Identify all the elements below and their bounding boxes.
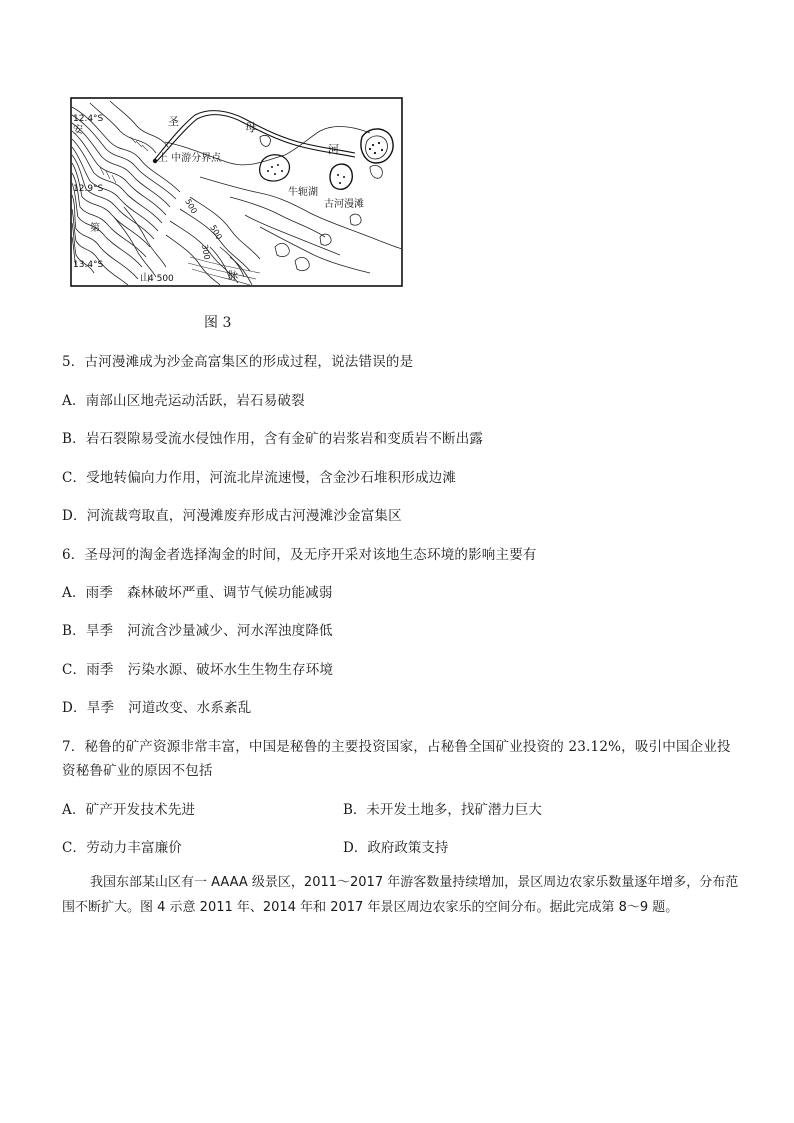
q6-option-a-season: A．雨季 bbox=[62, 585, 114, 601]
ancient-floodplain-label: 古河漫滩 bbox=[324, 199, 364, 210]
q5-stem: 5．古河漫滩成为沙金高富集区的形成过程，说法错误的是 bbox=[62, 354, 414, 370]
q6-option-d bbox=[62, 696, 251, 716]
shan-label: 山 bbox=[140, 273, 150, 284]
lat-13-4-label: 13.4°S bbox=[73, 260, 104, 270]
q6-option-d-season: D．旱季 bbox=[62, 700, 115, 716]
q7-stem-line2: 资秘鲁矿业的原因不包括 bbox=[62, 763, 213, 779]
q6-stem: 6．圣母河的淘金者选择淘金的时间，及无序开采对该地生态环境的影响主要有 bbox=[62, 547, 537, 563]
an-label: 安 bbox=[73, 125, 83, 136]
q6-option-a-effect: 森林破坏严重、调节气候功能减弱 bbox=[127, 585, 333, 601]
q6-option-c bbox=[62, 658, 333, 678]
q6-option-b-effect: 河流含沙量减少、河水浑浊度降低 bbox=[127, 623, 333, 639]
q6-option-b bbox=[62, 619, 333, 639]
q5-option-c: C．受地转偏向力作用，河流北岸流速慢，含金沙石堆积形成边滩 bbox=[62, 470, 457, 486]
contour-500-label-a: 500 bbox=[183, 197, 199, 216]
q8-9-intro-paragraph bbox=[62, 870, 742, 920]
boundary-point-marker bbox=[153, 159, 157, 163]
q8-9-intro-text: 我国东部某山区有一 AAAA 级景区，2011～2017 年游客数量持续增加，景区周边农家乐数量逐年增多，分布范围不断扩大。图 4 示意 2011 年、2014 年和 2017 年景区周边农家乐的空间分布。据此完成第 8～9 题。 bbox=[62, 875, 739, 915]
topographic-map-figure bbox=[70, 97, 403, 287]
q7-option-b: B．未开发土地多，找矿潜力巨大 bbox=[343, 802, 542, 818]
q7-stem-line1: 7．秘鲁的矿产资源非常丰富，中国是秘鲁的主要投资国家，占秘鲁全国矿业投资的 23.12%，吸引中国企业投 bbox=[62, 739, 731, 755]
q6-option-a bbox=[62, 581, 333, 601]
q7-option-a: A．矿产开发技术先进 bbox=[62, 802, 196, 818]
contour-500-label-b: 500 bbox=[208, 223, 224, 242]
q5-option-b: B．岩石裂隙易受流水侵蚀作用，含有金矿的岩浆岩和变质岩不断出露 bbox=[62, 431, 484, 447]
q6-option-d-effect: 河道改变、水系紊乱 bbox=[128, 700, 252, 716]
q5-option-d: D．河流裁弯取直，河漫滩废弃形成古河漫滩沙金富集区 bbox=[62, 508, 402, 524]
q7-option-d: D．政府政策支持 bbox=[343, 840, 449, 856]
sheng-label: 圣 bbox=[168, 115, 179, 128]
mai-label: 脉 bbox=[228, 271, 238, 282]
q6-option-b-season: B．旱季 bbox=[62, 623, 114, 639]
di-label: 第 bbox=[90, 223, 100, 234]
q6-option-c-effect: 污染水源、破坏水生生物生存环境 bbox=[127, 662, 334, 678]
he-label: 河 bbox=[328, 143, 339, 156]
contour-4500-label: 4 500 bbox=[148, 274, 174, 284]
mu-label: 母 bbox=[245, 121, 256, 134]
boundary-label: 上 中游分界点 bbox=[158, 153, 222, 164]
q5-option-a: A．南部山区地壳运动活跃，岩石易破裂 bbox=[62, 393, 305, 409]
contour-300-label: 300 bbox=[200, 243, 212, 261]
q7-option-c: C．劳动力丰富廉价 bbox=[62, 840, 183, 856]
lat-12-4-label: 12.4°S bbox=[73, 114, 104, 124]
q6-option-c-season: C．雨季 bbox=[62, 662, 114, 678]
figure-caption: 图 3 bbox=[204, 315, 232, 331]
oxbow-label: 牛轭湖 bbox=[288, 187, 318, 198]
lat-12-9-label: 12.9°S bbox=[73, 184, 104, 194]
